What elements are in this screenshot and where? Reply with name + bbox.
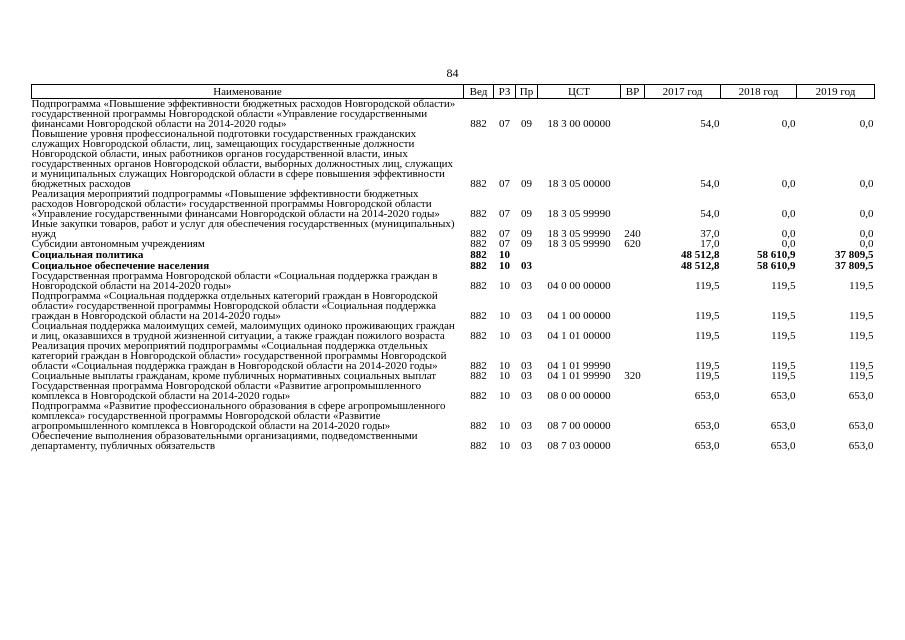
cell-name: Социальные выплаты гражданам, кроме публичных нормативных социальных выплат [31,370,437,382]
cell-rz: 10 [499,310,510,322]
cell-2018: 119,5 [771,330,796,342]
cell-name: Подпрограмма «Развитие профессионального образования в сфере агропромышленного комплекса» государственной программы Новгородской области «Развитие агропромышленного комплекса в Новгородской области на 2014-2020 годы» [31,400,446,432]
table-row [32,381,875,401]
table-row [32,249,875,260]
cell-ved: 882 [470,330,487,342]
cell-vr: 620 [624,238,641,250]
cell-name: Социальная поддержка малоимущих семей, малоимущих одиноко проживающих граждан и лиц, оказавшихся в трудной жизненной ситуации, а также граждан пожилого возраста [31,320,455,342]
cell-vr [621,381,645,401]
cell-2019: 37 809,5 [835,249,874,261]
header-2019: 2019 год [797,85,875,99]
cell-ved: 882 [470,238,487,250]
cell-name: Иные закупки товаров, работ и услуг для обеспечения государственных (муниципальных) нужд [31,218,455,240]
cell-ved: 882 [470,260,487,272]
cell-rz: 10 [499,330,510,342]
cell-vr [621,431,645,451]
cell-pr: 03 [521,310,532,322]
cell-ved: 882 [470,440,487,452]
cell-pr: 03 [521,360,532,372]
cell-rz: 10 [499,260,510,272]
header-cst: ЦСТ [538,85,621,99]
cell-2017: 119,5 [695,370,720,382]
cell-2018: 119,5 [771,310,796,322]
table-header-row [32,85,875,99]
cell-vr [621,401,645,431]
cell-rz: 10 [499,249,510,261]
cell-2017: 54,0 [700,178,720,190]
cell-2019: 0,0 [859,208,874,220]
cell-rz: 10 [499,440,510,452]
table-row [32,431,875,451]
cell-rz: 07 [499,228,510,240]
cell-cst: 18 3 00 00000 [547,118,611,130]
cell-2017: 54,0 [700,118,720,130]
cell-2019: 0,0 [859,118,874,130]
cell-name: Социальная политика [31,249,144,261]
cell-ved: 882 [470,118,487,130]
cell-2017: 37,0 [700,228,720,240]
cell-2018: 0,0 [781,208,796,220]
cell-vr: 240 [624,228,641,240]
cell-pr: 03 [521,390,532,402]
cell-pr: 09 [521,118,532,130]
cell-2019: 0,0 [859,228,874,240]
cell-2019: 119,5 [849,310,874,322]
table-row [32,99,875,130]
cell-pr: 09 [521,238,532,250]
cell-cst: 04 1 00 00000 [547,310,611,322]
cell-name: Государственная программа Новгородской области «Развитие агропромышленного комплекса в Новгородской области на 2014-2020 годы» [31,380,422,402]
cell-vr [621,99,645,130]
table-row [32,341,875,371]
cell-rz: 07 [499,208,510,220]
cell-pr: 03 [521,440,532,452]
cell-vr [621,129,645,189]
cell-pr: 09 [521,228,532,240]
cell-2018: 0,0 [781,178,796,190]
cell-cst: 08 0 00 00000 [547,390,611,402]
cell-2018: 653,0 [770,390,796,402]
cell-2018: 58 610,9 [757,249,796,261]
cell-pr: 09 [521,208,532,220]
cell-cst: 04 1 01 99990 [547,370,611,382]
cell-vr: 320 [624,370,641,382]
cell-ved: 882 [470,390,487,402]
cell-2019: 119,5 [849,330,874,342]
cell-2017: 17,0 [700,238,720,250]
cell-vr [621,271,645,291]
cell-cst: 08 7 00 00000 [547,420,611,432]
header-vr: ВР [621,85,645,99]
cell-pr: 03 [521,260,532,272]
cell-2019: 119,5 [849,280,874,292]
cell-2017: 119,5 [695,280,720,292]
header-name: Наименование [32,85,464,99]
table-row [32,401,875,431]
cell-vr [621,291,645,321]
cell-rz: 07 [499,178,510,190]
cell-vr [621,189,645,219]
cell-2017: 119,5 [695,360,720,372]
cell-cst: 18 3 05 99990 [547,208,611,220]
cell-cst: 04 1 01 99990 [547,360,611,372]
cell-2018: 653,0 [770,440,796,452]
cell-name: Подпрограмма «Повышение эффективности бюджетных расходов Новгородской области» государственной программы Новгородской области «Управление государственными финансами Новгородской области на 2014-2020 годы» [31,98,456,130]
cell-name: Повышение уровня профессиональной подготовки государственных гражданских служащих Новгородской области, лиц, замещающих государственные должности Новгородской области, иных работников органов государственной власти, иных государственных органов Новгородской области, выборных должностных лиц, служащих и муниципальных служащих Новгородской области в сфере повышения эффективности бюджетных расходов [31,128,454,190]
cell-pr: 03 [521,420,532,432]
cell-ved: 882 [470,249,487,261]
cell-2019: 119,5 [849,360,874,372]
header-pr: Пр [516,85,538,99]
cell-pr: 09 [521,178,532,190]
cell-2018: 58 610,9 [757,260,796,272]
cell-name: Социальное обеспечение населения [31,260,210,272]
cell-ved: 882 [470,360,487,372]
cell-2019: 0,0 [859,238,874,250]
table-row [32,189,875,219]
cell-rz: 07 [499,118,510,130]
budget-table [31,84,875,451]
cell-2018: 0,0 [781,118,796,130]
cell-pr: 03 [521,280,532,292]
cell-2017: 119,5 [695,310,720,322]
cell-2019: 653,0 [848,390,874,402]
cell-ved: 882 [470,280,487,292]
header-ved: Вед [464,85,494,99]
cell-rz: 07 [499,238,510,250]
cell-2017: 48 512,8 [681,260,720,272]
table-row [32,219,875,239]
cell-2018: 0,0 [781,228,796,240]
cell-2017: 653,0 [694,440,720,452]
header-2017: 2017 год [645,85,721,99]
table-row [32,271,875,291]
cell-ved: 882 [470,310,487,322]
cell-vr [621,321,645,341]
cell-cst: 04 0 00 00000 [547,280,611,292]
cell-2018: 119,5 [771,370,796,382]
table-row [32,291,875,321]
cell-ved: 882 [470,208,487,220]
table-row [32,239,875,249]
cell-cst: 18 3 05 99990 [547,228,611,240]
cell-rz: 10 [499,390,510,402]
cell-2017: 48 512,8 [681,249,720,261]
cell-name: Субсидии автономным учреждениям [31,238,205,250]
cell-vr [621,341,645,371]
cell-cst: 04 1 01 00000 [547,330,611,342]
cell-2019: 653,0 [848,440,874,452]
cell-2018: 0,0 [781,238,796,250]
cell-rz: 10 [499,420,510,432]
cell-rz: 10 [499,360,510,372]
cell-rz: 10 [499,280,510,292]
cell-ved: 882 [470,420,487,432]
cell-name: Реализация прочих мероприятий подпрограммы «Социальная поддержка отдельных категорий граждан в Новгородской области» государственной программы Новгородской области «Социальная поддержка граждан в Новгородской области на 2014-2020 годы» [31,340,447,372]
cell-cst [538,260,621,271]
cell-cst: 18 3 05 00000 [547,178,611,190]
cell-cst: 18 3 05 99990 [547,238,611,250]
cell-ved: 882 [470,370,487,382]
cell-vr [621,249,645,260]
cell-vr [621,260,645,271]
cell-ved: 882 [470,178,487,190]
header-2018: 2018 год [721,85,797,99]
cell-2017: 653,0 [694,420,720,432]
cell-name: Обеспечение выполнения образовательными организациями, подведомственными департаменту, публичных обязательств [31,430,418,452]
cell-2019: 0,0 [859,178,874,190]
cell-ved: 882 [470,228,487,240]
table-row [32,129,875,189]
cell-name: Государственная программа Новгородской области «Социальная поддержка граждан в Новгородской области на 2014-2020 годы» [31,270,438,292]
cell-rz: 10 [499,370,510,382]
cell-2017: 119,5 [695,330,720,342]
cell-cst [538,249,621,260]
cell-pr [516,249,538,260]
cell-2017: 653,0 [694,390,720,402]
table-row [32,321,875,341]
cell-2018: 119,5 [771,280,796,292]
cell-pr: 03 [521,330,532,342]
header-rz: РЗ [494,85,516,99]
cell-2018: 119,5 [771,360,796,372]
cell-2019: 119,5 [849,370,874,382]
cell-pr: 03 [521,370,532,382]
cell-name: Реализация мероприятий подпрограммы «Повышение эффективности бюджетных расходов Новгородской области» государственной программы Новгородской области «Управление государственными финансами Новгородской области на 2014-2020 годы» [31,188,440,220]
cell-2019: 37 809,5 [835,260,874,272]
page-number: 84 [446,66,459,80]
cell-2018: 653,0 [770,420,796,432]
cell-2019: 653,0 [848,420,874,432]
cell-2017: 54,0 [700,208,720,220]
table-body [32,99,875,452]
cell-cst: 08 7 03 00000 [547,440,611,452]
cell-name: Подпрограмма «Социальная поддержка отдельных категорий граждан в Новгородской области» государственной программы Новгородской области «Социальная поддержка граждан в Новгородской области на 2014-2020 годы» [31,290,438,322]
